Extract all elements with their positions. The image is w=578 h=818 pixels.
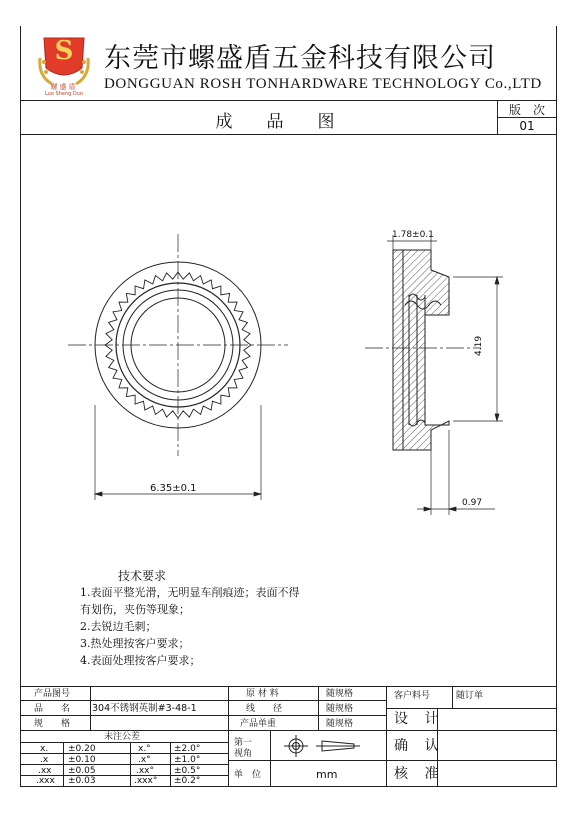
confirm-label: 确 认 bbox=[394, 738, 445, 754]
note-line: 有划伤，夹伤等现象； bbox=[80, 603, 190, 616]
document-title: 成 品 图 bbox=[215, 112, 335, 132]
product-no-label: 产品图号 bbox=[34, 689, 71, 699]
tolerance-cell: ±0.20 bbox=[68, 744, 96, 754]
dimension-flange-thickness: 1.78±0.1 bbox=[392, 230, 434, 240]
spec-label: 规 格 bbox=[34, 719, 71, 729]
approve-label: 核 准 bbox=[394, 766, 445, 782]
material-label: 原 材 料 bbox=[246, 689, 279, 699]
unit-weight-label: 产品单重 bbox=[240, 719, 277, 729]
customer-no-value: 随订单 bbox=[456, 691, 484, 701]
unit-value: mm bbox=[316, 768, 338, 781]
version-value: 01 bbox=[519, 119, 535, 133]
side-section-drawing bbox=[365, 225, 515, 525]
name-label: 品 名 bbox=[34, 704, 71, 714]
company-name-english: DONGGUAN ROSH TONHARDWARE TECHNOLOGY Co.,LTD bbox=[104, 76, 542, 92]
tolerance-cell: ±0.5° bbox=[174, 766, 201, 776]
tolerance-cell: ±2.0° bbox=[174, 744, 201, 754]
company-logo bbox=[34, 32, 94, 98]
notes-list bbox=[80, 584, 300, 669]
tolerance-cell: ±0.10 bbox=[68, 755, 96, 765]
title-row-rule bbox=[20, 134, 557, 135]
design-label: 设 计 bbox=[394, 711, 445, 727]
projection-angle-label-2: 视角 bbox=[234, 749, 253, 759]
tolerance-cell: ±1.0° bbox=[174, 755, 201, 765]
tolerance-cell: .x bbox=[40, 755, 49, 765]
tolerance-cell: x. bbox=[40, 744, 49, 754]
customer-no-label: 客户料号 bbox=[394, 691, 431, 701]
front-view-drawing bbox=[60, 210, 300, 510]
note-line: 3.热处理按客户要求； bbox=[80, 637, 190, 650]
note-line: 4.表面处理按客户要求； bbox=[80, 654, 201, 667]
logo-letter: S bbox=[54, 36, 74, 66]
wire-diameter-label: 线 径 bbox=[246, 704, 283, 714]
tolerance-cell: .xx bbox=[38, 766, 52, 776]
header-rule bbox=[20, 100, 557, 101]
material-value: 随规格 bbox=[326, 689, 354, 699]
tolerance-title: 未注公差 bbox=[104, 732, 141, 742]
dimension-step: 0.97 bbox=[462, 498, 483, 508]
tolerance-cell: .xxx° bbox=[134, 776, 158, 786]
unit-label: 单 位 bbox=[234, 770, 262, 780]
tolerance-cell: ±0.2° bbox=[174, 776, 201, 786]
tolerance-cell: .xxx bbox=[36, 776, 55, 786]
notes-heading: 技术要求 bbox=[118, 569, 167, 583]
frame-left bbox=[20, 26, 21, 786]
tolerance-cell: x.° bbox=[138, 744, 151, 754]
tolerance-cell: ±0.05 bbox=[68, 766, 96, 776]
logo-chinese-text: 螺盛盾 bbox=[50, 83, 78, 91]
dimension-height: 4.19 bbox=[474, 335, 484, 356]
unit-weight-value: 随规格 bbox=[326, 719, 354, 729]
logo-english-text: Luo Sheng Dun bbox=[44, 91, 84, 97]
frame-right bbox=[556, 26, 557, 786]
tolerance-cell: .x° bbox=[138, 755, 151, 765]
tolerance-cell: ±0.03 bbox=[68, 776, 96, 786]
first-angle-projection-icon bbox=[282, 734, 378, 758]
name-value: 304不锈钢英制#3-48-1 bbox=[92, 703, 197, 714]
center-lines bbox=[68, 234, 288, 456]
note-line: 2.去锐边毛刺； bbox=[80, 620, 157, 633]
tolerance-cell: .xx° bbox=[136, 766, 155, 776]
dimension-diameter: 6.35±0.1 bbox=[150, 483, 197, 494]
frame-bottom bbox=[20, 786, 557, 787]
projection-angle-label-1: 第一 bbox=[234, 738, 253, 748]
company-name-chinese: 东莞市螺盛盾五金科技有限公司 bbox=[104, 43, 496, 74]
version-label: 版 次 bbox=[508, 103, 545, 117]
wire-diameter-value: 随规格 bbox=[326, 704, 354, 714]
note-line: 1.表面平整光滑，无明显车削痕迹；表面不得 bbox=[80, 586, 300, 599]
